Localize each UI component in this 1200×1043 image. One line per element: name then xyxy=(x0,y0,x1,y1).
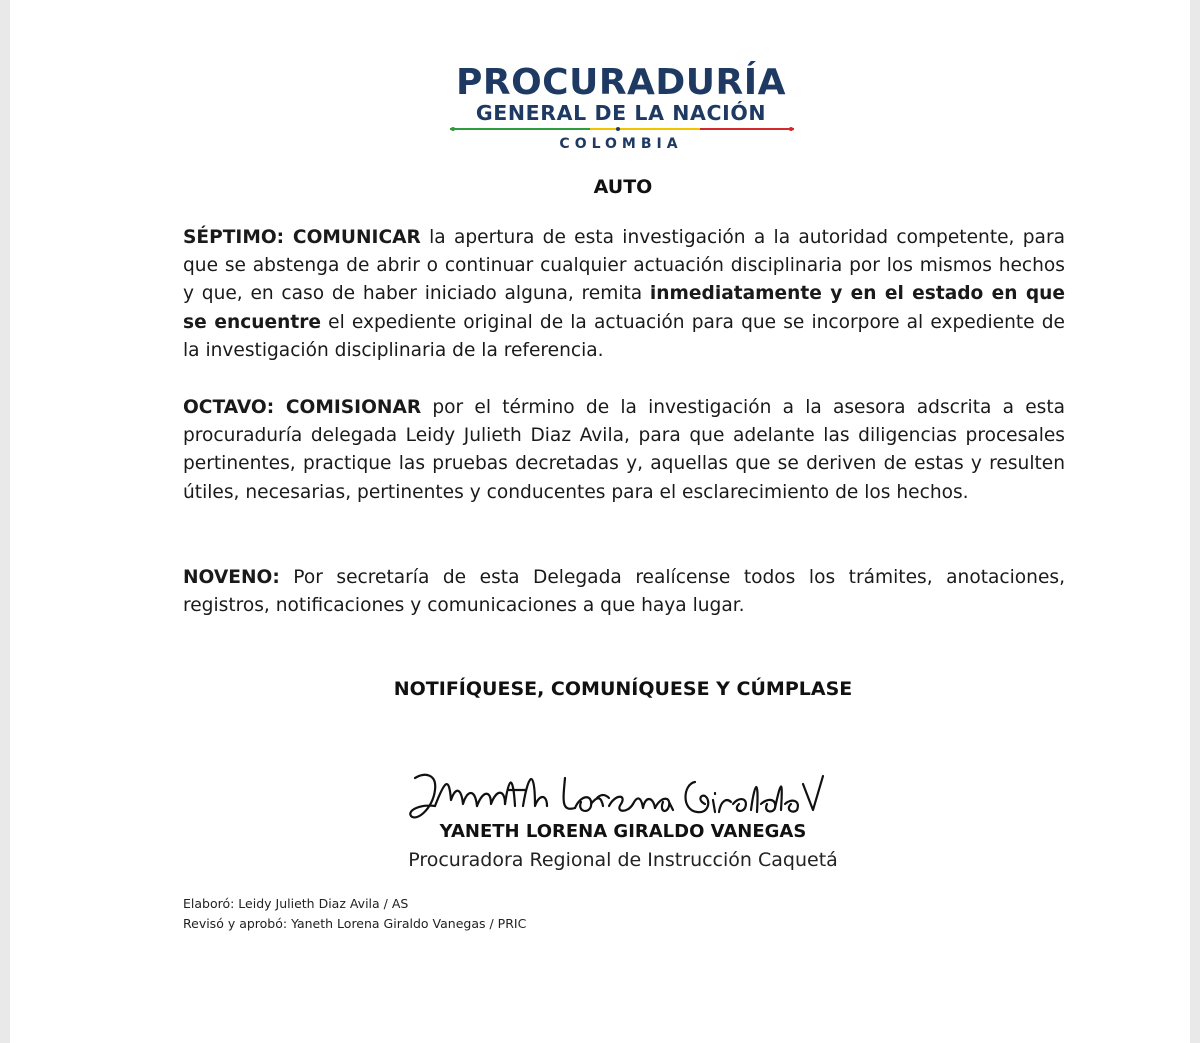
septimo-lead: SÉPTIMO: COMUNICAR xyxy=(183,227,421,248)
octavo-lead: OCTAVO: COMISIONAR xyxy=(183,397,422,418)
closing-formula: NOTIFÍQUESE, COMUNÍQUESE Y CÚMPLASE xyxy=(393,678,853,700)
octavo-text-1: por el término de la investigación a la asesora adscrita a esta procuraduría delegada Leidy Julieth Diaz Avila, para que adelante las diligencias procesales pertinentes, practique las pruebas decretadas y, aquellas que se deriven de estas y resulten útiles, necesarias, pertinentes y conducentes para el esclarecimiento de los hechos. xyxy=(183,397,1065,503)
septimo-bold-2: inmediatamente y en el estado en que se encuentre xyxy=(183,283,1065,333)
logo-title: PROCURADURÍA xyxy=(455,62,787,103)
paragraph-octavo xyxy=(183,394,1065,507)
noveno-text-1: Por secretaría de esta Delegada realícense todos los trámites, anotaciones, registros, notificaciones y comunicaciones a que haya lugar. xyxy=(183,567,1065,617)
signer-name: YANETH LORENA GIRALDO VANEGAS xyxy=(439,821,807,842)
noveno-lead: NOVENO: xyxy=(183,567,280,588)
document-page xyxy=(10,0,1190,1043)
paragraph-noveno xyxy=(183,564,1065,620)
procuraduria-logo xyxy=(440,64,802,154)
paragraph-septimo xyxy=(183,224,1065,365)
septimo-text-1: la apertura de esta investigación a la autoridad competente, para que se abstenga de abrir o continuar cualquier actuación disciplinaria por los mismos hechos y que, en caso de haber iniciado alguna, remita xyxy=(183,227,1065,305)
septimo-text-2: el expediente original de la actuación para que se incorpore al expediente de la investigación disciplinaria de la referencia. xyxy=(183,311,1065,361)
logo-tricolor-rule xyxy=(450,127,794,131)
logo-country: COLOMBIA xyxy=(559,136,683,152)
footnote-elaboro: Elaboró: Leidy Julieth Diaz Avila / AS xyxy=(183,896,409,911)
signer-role: Procuradora Regional de Instrucción Caquetá xyxy=(408,849,838,871)
logo-subtitle: GENERAL DE LA NACIÓN xyxy=(475,101,767,125)
document-title: AUTO xyxy=(593,176,653,198)
footnote-reviso: Revisó y aprobó: Yaneth Lorena Giraldo Vanegas / PRIC xyxy=(183,916,527,931)
